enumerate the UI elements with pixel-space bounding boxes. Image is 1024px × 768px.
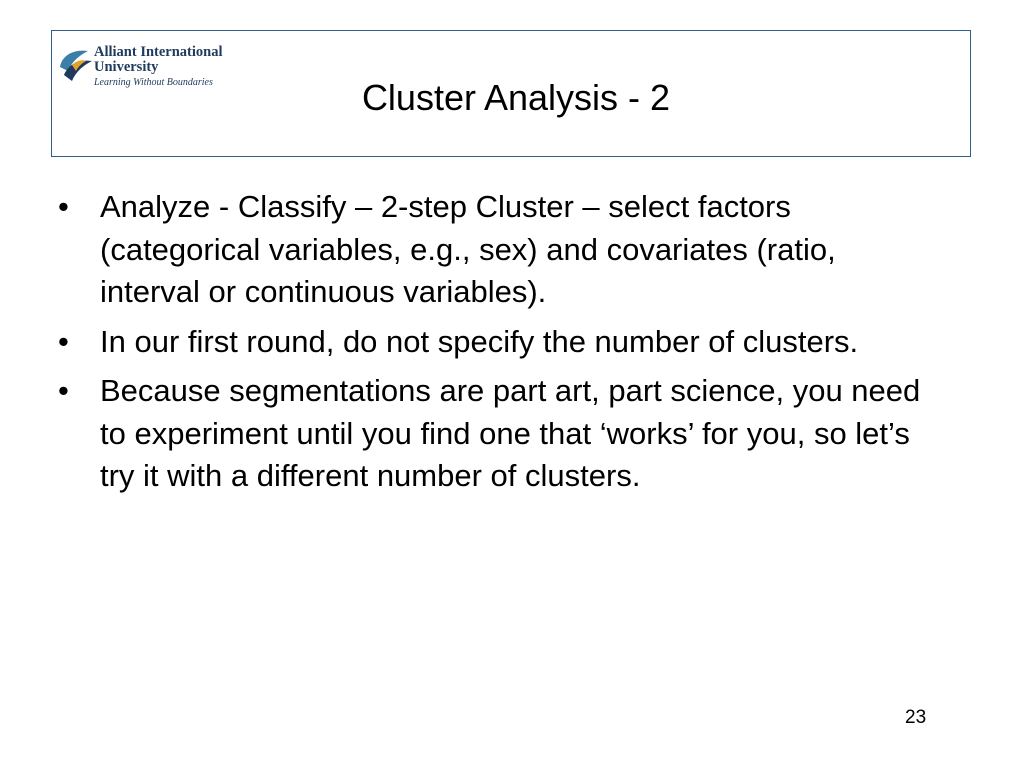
bullet-dot: • (58, 373, 69, 408)
bullet-list (58, 186, 938, 505)
bullet-item (58, 186, 938, 314)
bullet-text: In our first round, do not specify the number of clusters. (100, 323, 859, 359)
bullet-dot: • (58, 323, 69, 359)
bullet-item (58, 370, 938, 498)
bullet-text: Analyze - Classify – 2-step Cluster – select factors (categorical variables, e.g., sex) and covariates (ratio, interval or continuous variables). (100, 189, 836, 309)
bullet-text: Because segmentations are part art, part science, you need to experiment until you find one that ‘works’ for you, so let’s try it with a different number of clusters. (100, 373, 921, 493)
page-number: 23 (905, 707, 927, 728)
header-box (51, 30, 971, 157)
logo-name-line1: Alliant International (94, 44, 223, 60)
slide-title: Cluster Analysis - 2 (361, 77, 671, 118)
logo-name-line2: University (94, 59, 159, 75)
bullet-dot: • (58, 189, 69, 224)
bullet-item (58, 321, 938, 364)
logo-tagline: Learning Without Boundaries (94, 77, 213, 88)
